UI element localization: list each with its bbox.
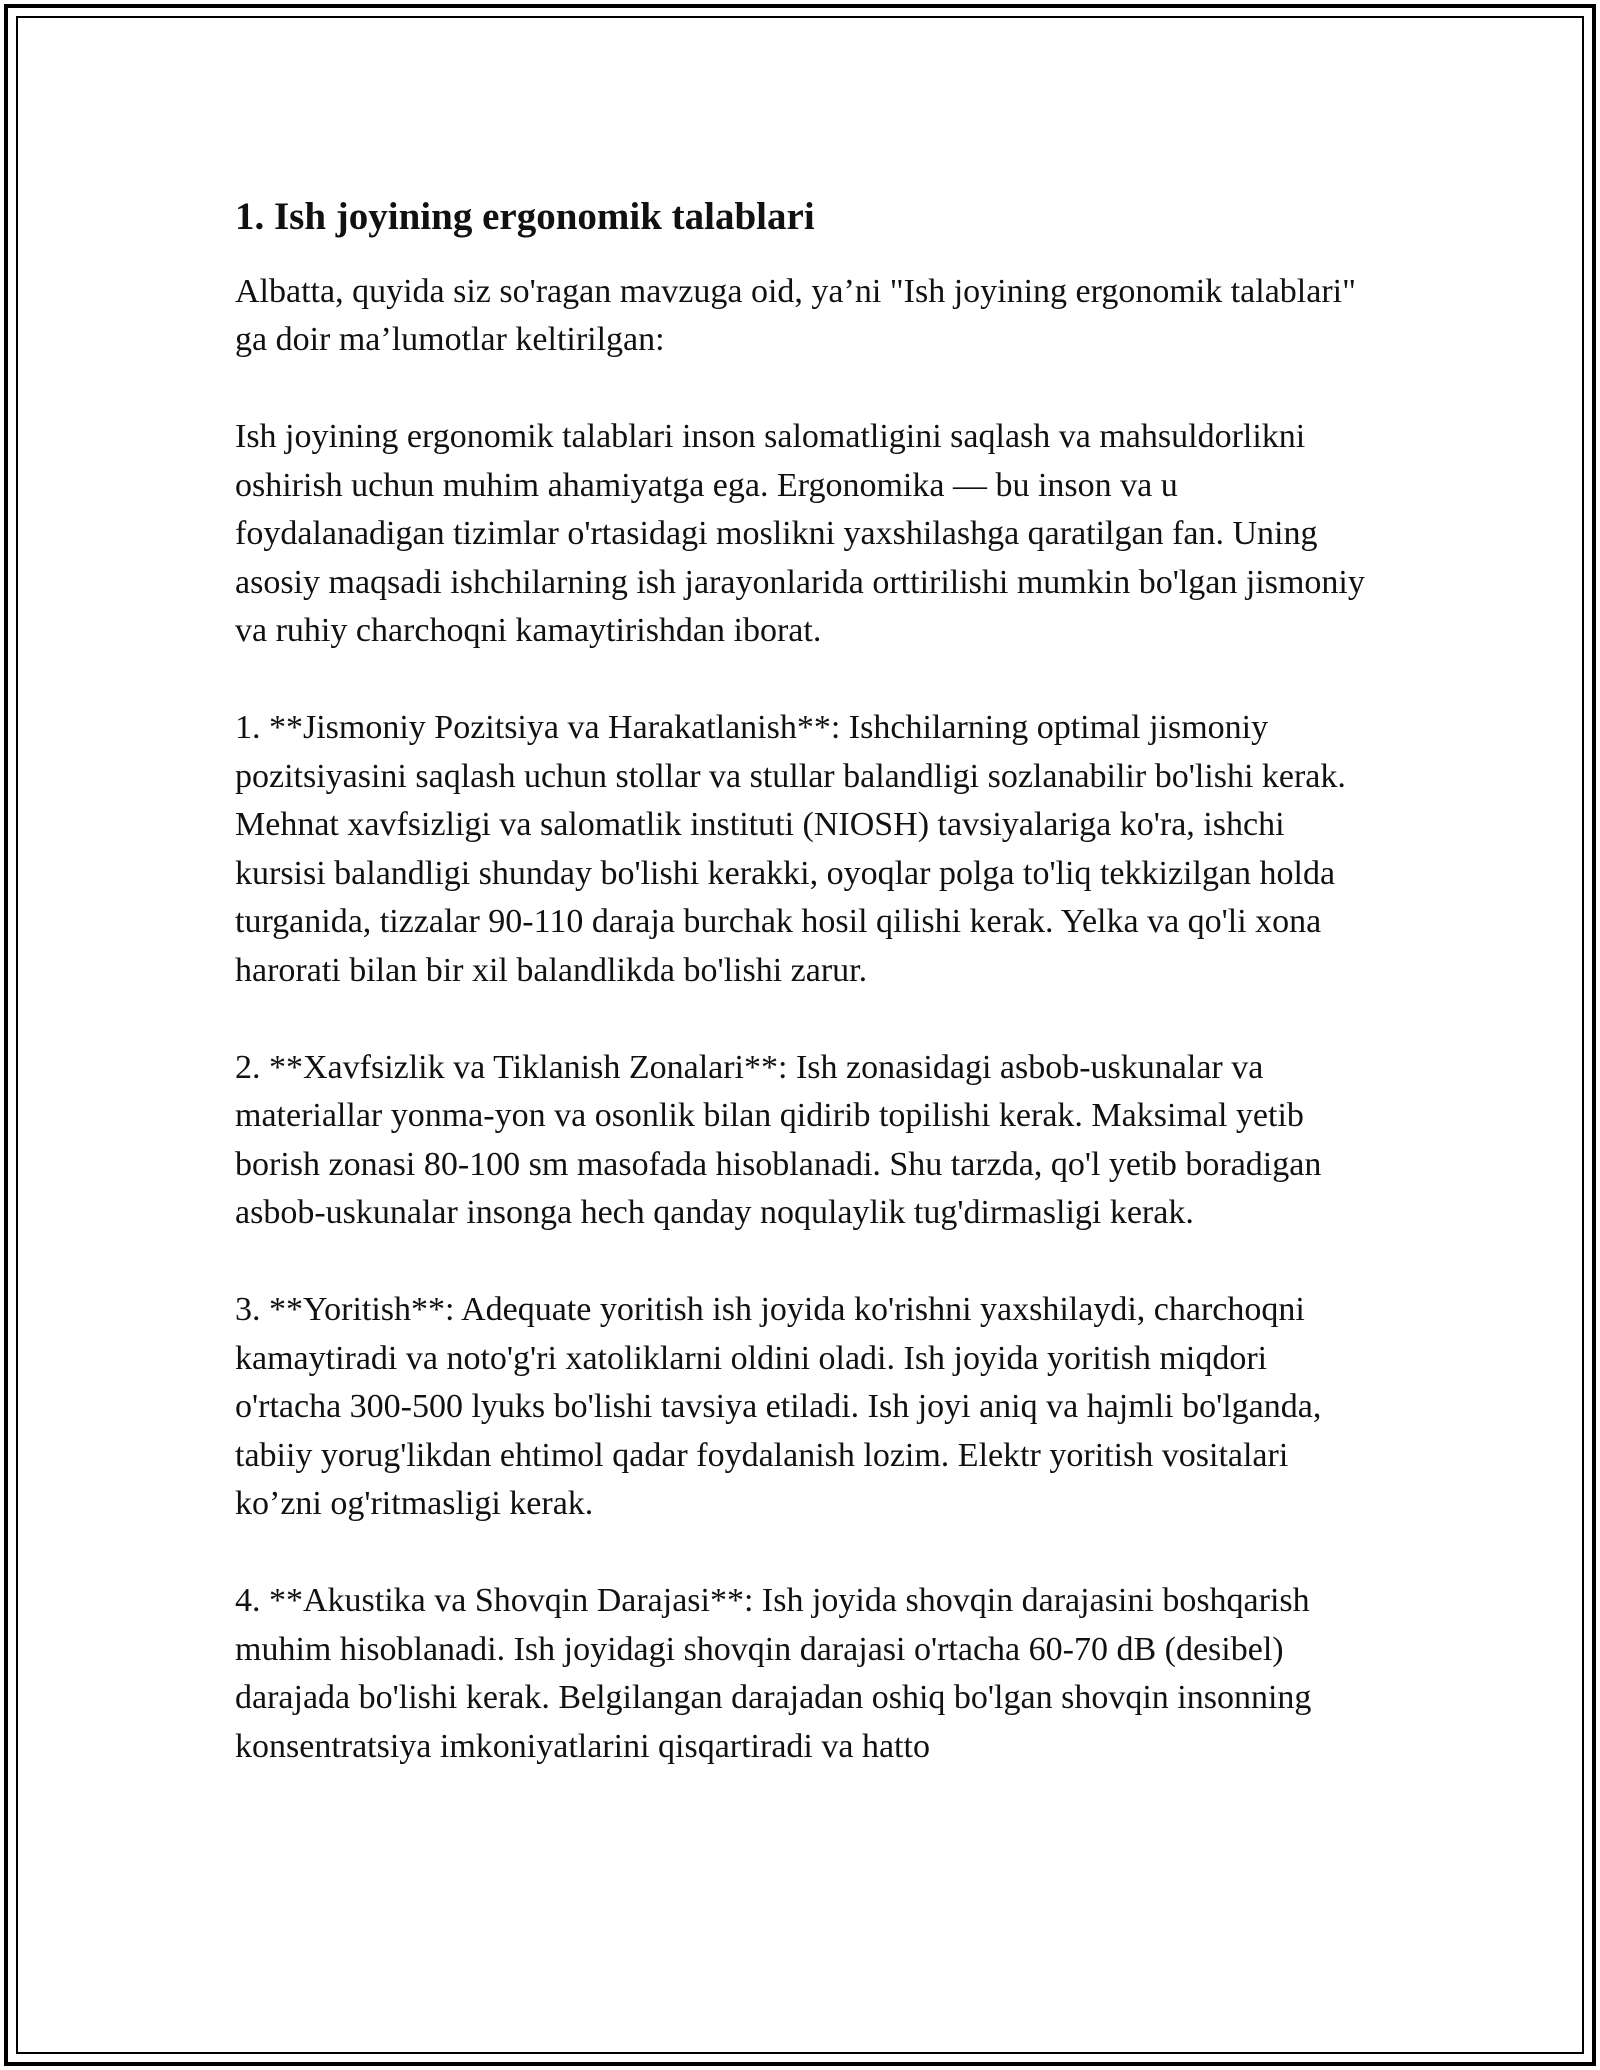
section-heading: 1. Ish joyining ergonomik talablari bbox=[235, 195, 815, 238]
intro-paragraph: Albatta, quyida siz so'ragan mavzuga oid, ya’ni "Ish joyining ergonomik talablari" ga doir ma’lumotlar keltirilgan: bbox=[235, 272, 1356, 359]
item-physical-position: 1. **Jismoniy Pozitsiya va Harakatlanish**: Ishchilarning optimal jismoniy pozitsiyasini saqlash uchun stollar va stullar balandligi sozlanabilir bo'lishi kerak. Mehnat xavfsizligi va salomatlik instituti (NIOSH) tavsiyalariga ko'ra, ishchi kursisi balandligi shunday bo'lishi kerakki, oyoqlar polga to'liq tekkizilgan holda turganida, tizzalar 90-110 daraja burchak hosil qilishi kerak. Yelka va qo'li xona harorati bilan bir xil balandlikda bo'lishi zarur. bbox=[235, 709, 1346, 989]
overview-paragraph: Ish joyining ergonomik talablari inson salomatligini saqlash va mahsuldorlikni oshirish uchun muhim ahamiyatga ega. Ergonomika — bu inson va u foydalanadigan tizimlar o'rtasidagi moslikni yaxshilashga qaratilgan fan. Uning asosiy maqsadi ishchilarning ish jarayonlarida orttirilishi mumkin bo'lgan jismoniy va ruhiy charchoqni kamaytirishdan iborat. bbox=[235, 418, 1365, 650]
document-body bbox=[235, 180, 1375, 1820]
item-safety-zones: 2. **Xavfsizlik va Tiklanish Zonalari**: Ish zonasidagi asbob-uskunalar va materiallar yonma-yon va osonlik bilan qidirib topilishi kerak. Maksimal yetib borish zonasi 80-100 sm masofada hisoblanadi. Shu tarzda, qo'l yetib boradigan asbob-uskunalar insonga hech qanday noqulaylik tug'dirmasligi kerak. bbox=[235, 1048, 1322, 1232]
item-lighting: 3. **Yoritish**: Adequate yoritish ish joyida ko'rishni yaxshilaydi, charchoqni kamaytiradi va noto'g'ri xatoliklarni oldini oladi. Ish joyida yoritish miqdori o'rtacha 300-500 lyuks bo'lishi tavsiya etiladi. Ish joyi aniq va hajmli bo'lganda, tabiiy yorug'likdan ehtimol qadar foydalanish lozim. Elektr yoritish vositalari ko’zni og'ritmasligi kerak. bbox=[235, 1291, 1322, 1523]
item-acoustics: 4. **Akustika va Shovqin Darajasi**: Ish joyida shovqin darajasini boshqarish muhim hisoblanadi. Ish joyidagi shovqin darajasi o'rtacha 60-70 dB (desibel) darajada bo'lishi kerak. Belgilangan darajadan oshiq bo'lgan shovqin insonning konsentratsiya imkoniyatlarini qisqartiradi va hatto bbox=[235, 1582, 1312, 1765]
